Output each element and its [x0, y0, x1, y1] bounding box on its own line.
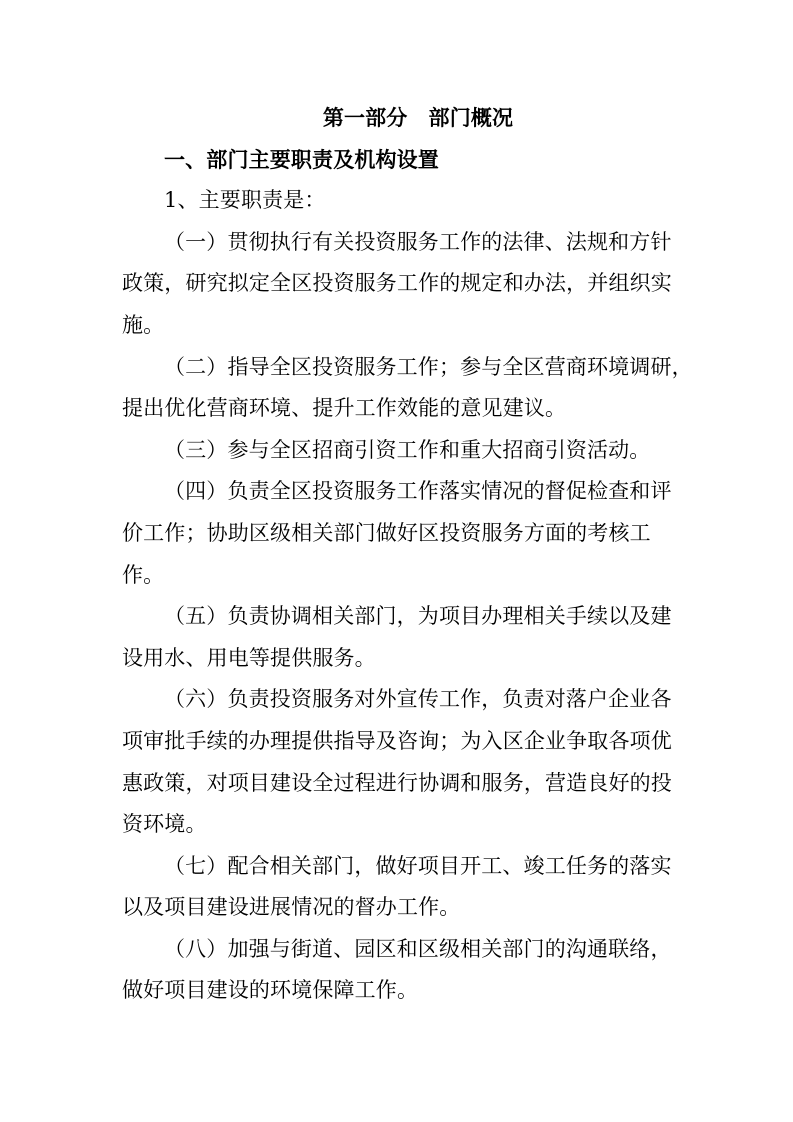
paragraph-line: 政策，研究拟定全区投资服务工作的规定和办法，并组织实 [122, 271, 672, 296]
paragraph-line: 提出优化营商环境、提升工作效能的意见建议。 [122, 396, 567, 421]
paragraph-line: 价工作；协助区级相关部门做好区投资服务方面的考核工 [122, 520, 651, 545]
paragraph-1 [122, 222, 682, 347]
paragraph-line: （八）加强与街道、园区和区级相关部门的沟通联络， [164, 936, 672, 961]
paragraph-line: 设用水、用电等提供服务。 [122, 645, 376, 670]
paragraph-8 [122, 929, 682, 1012]
paragraph-4 [122, 471, 682, 596]
paragraph-line: （五）负责协调相关部门，为项目办理相关手续以及建 [164, 604, 672, 629]
paragraph-line: 施。 [122, 312, 165, 337]
paragraph-7 [122, 846, 682, 929]
paragraph-line: （二）指导全区投资服务工作；参与全区营商环境调研， [164, 354, 693, 379]
section-heading: 一、部门主要职责及机构设置 [164, 146, 439, 172]
paragraph-line: （七）配合相关部门，做好项目开工、竣工任务的落实 [164, 853, 672, 878]
page-title: 第一部分 部门概况 [322, 105, 514, 130]
paragraph-5 [122, 596, 682, 679]
paragraph-line: （六）负责投资服务对外宣传工作，负责对落户企业各 [164, 687, 672, 712]
paragraph-6 [122, 679, 682, 845]
paragraph-line: 项审批手续的办理提供指导及咨询；为入区企业争取各项优 [122, 728, 672, 753]
paragraph-line: 资环境。 [122, 812, 207, 837]
paragraph-line: （一）贯彻执行有关投资服务工作的法律、法规和方针 [164, 229, 672, 254]
paragraph-line: 以及项目建设进展情况的督办工作。 [122, 895, 461, 920]
paragraph-2 [122, 347, 693, 430]
paragraph-line: （四）负责全区投资服务工作落实情况的督促检查和评 [164, 479, 672, 504]
paragraph-line: 惠政策，对项目建设全过程进行协调和服务，营造良好的投 [122, 770, 672, 795]
paragraph-line: 做好项目建设的环境保障工作。 [122, 978, 419, 1003]
paragraph-3 [122, 430, 682, 472]
paragraph-line: （三）参与全区招商引资工作和重大招商引资活动。 [164, 437, 651, 462]
document-body [122, 97, 693, 1012]
paragraph-line: 作。 [122, 562, 165, 587]
subsection-heading: 1、主要职责是： [164, 188, 326, 213]
